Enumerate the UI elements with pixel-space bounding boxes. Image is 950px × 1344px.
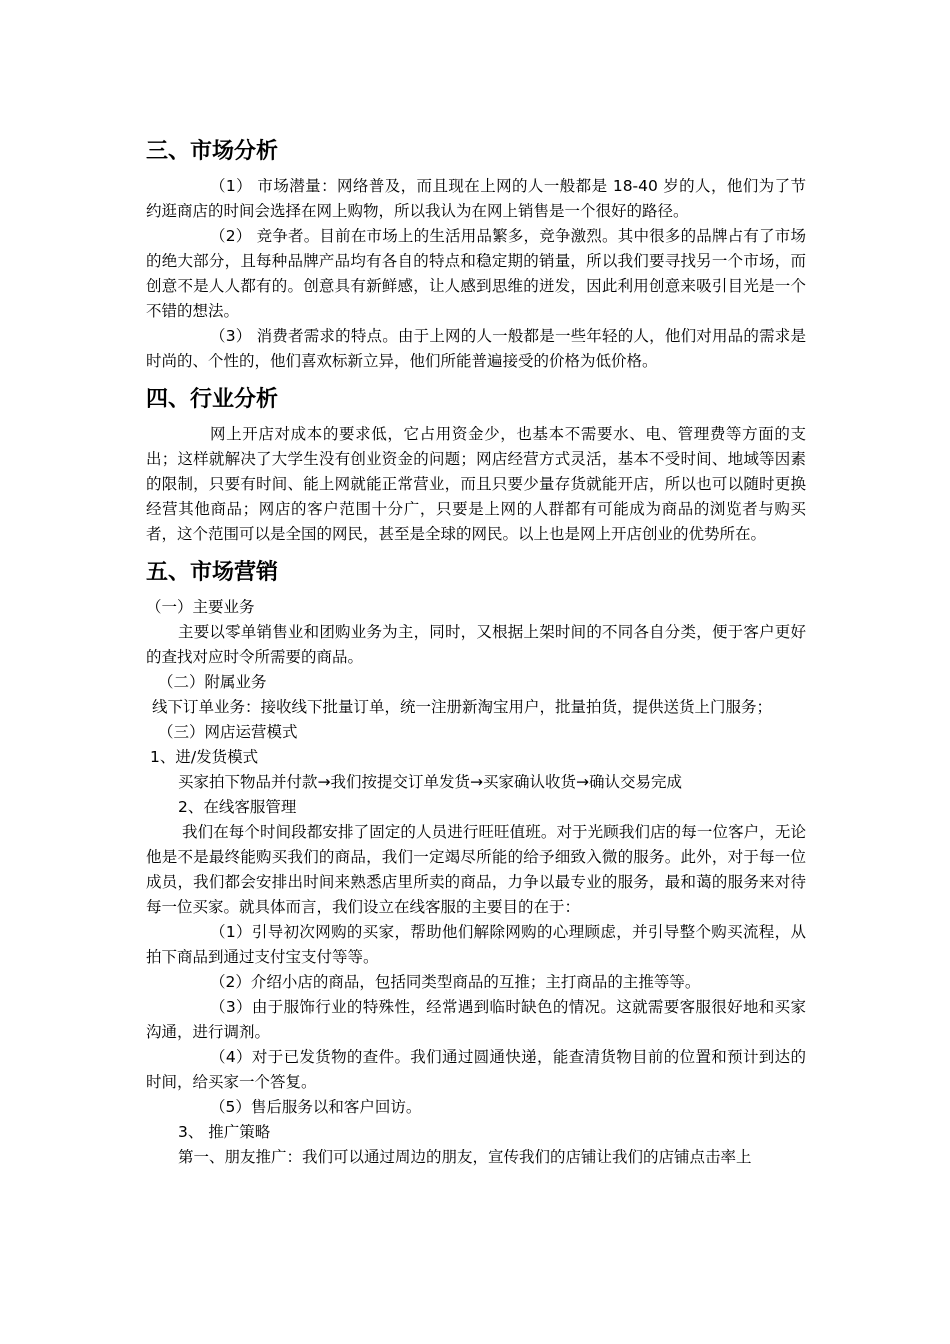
paragraph-market-potential: （1） 市场潜量：网络普及，而且现在上网的人一般都是 18-40 岁的人，他们为了节约逛商店的时间会选择在网上购物，所以我认为在网上销售是一个很好的路径。 (146, 177, 806, 220)
list-item-goal-2: （2）介绍小店的商品，包括同类型商品的互推；主打商品的主推等等。 (210, 973, 701, 991)
paragraph-auxiliary-business: 线下订单业务：接收线下批量订单，统一注册新淘宝用户，批量拍货，提供送货上门服务； (152, 698, 773, 716)
subheading-main-business: （一）主要业务 (146, 598, 255, 616)
paragraph-main-business: 主要以零单销售业和团购业务为主，同时，又根据上架时间的不同各自分类，便于客户更好的查找对应时令所需要的商品。 (146, 623, 806, 666)
item-title-shipping-mode: 1、进/发货模式 (150, 748, 259, 766)
paragraph-shipping-flow: 买家拍下物品并付款→我们按提交订单发货→买家确认收货→确认交易完成 (178, 773, 682, 791)
list-item-goal-1: （1）引导初次网购的买家，帮助他们解除网购的心理顾虑，并引导整个购买流程，从拍下商品到通过支付宝支付等等。 (146, 923, 806, 966)
list-item-goal-5: （5）售后服务以和客户回访。 (210, 1098, 422, 1116)
paragraph-industry: 网上开店对成本的要求低，它占用资金少，也基本不需要水、电、管理费等方面的支出；这样就解决了大学生没有创业资金的问题；网店经营方式灵活，基本不受时间、地域等因素的限制，只要有时间、能上网就能正常营业，而且只要少量存货就能开店，所以也可以随时更换经营其他商品；网店的客户范围十分广，只要是上网的人群都有可能成为商品的浏览者与购买者，这个范围可以是全国的网民，甚至是全球的网民。以上也是网上开店创业的优势所在。 (146, 425, 806, 543)
list-item-goal-4: （4）对于已发货物的查件。我们通过圆通快递，能查清货物目前的位置和预计到达的时间，给买家一个答复。 (146, 1048, 806, 1091)
subheading-auxiliary-business: （二）附属业务 (158, 673, 267, 691)
item-title-promotion: 3、 推广策略 (178, 1123, 271, 1141)
item-title-customer-service: 2、在线客服管理 (178, 798, 297, 816)
paragraph-customer-service: 我们在每个时间段都安排了固定的人员进行旺旺值班。对于光顾我们店的每一位客户，无论他是不是最终能购买我们的商品，我们一定竭尽所能的给予细致入微的服务。此外，对于每一位成员，我们都会安排出时间来熟悉店里所卖的商品，力争以最专业的服务，最和蔼的服务来对待每一位买家。就具体而言，我们设立在线客服的主要目的在于： (146, 823, 806, 916)
paragraph-consumer-demand: （3） 消费者需求的特点。由于上网的人一般都是一些年轻的人，他们对用品的需求是时尚的、个性的，他们喜欢标新立异，他们所能普遍接受的价格为低价格。 (146, 327, 806, 370)
document-content (146, 136, 806, 1170)
list-item-goal-3: （3）由于服饰行业的特殊性，经常遇到临时缺色的情况。这就需要客服很好地和买家沟通，进行调剂。 (146, 998, 806, 1041)
section-heading-market-analysis: 三、市场分析 (146, 139, 279, 164)
subheading-operation-mode: （三）网店运营模式 (158, 723, 298, 741)
section-heading-marketing: 五、市场营销 (146, 560, 279, 585)
paragraph-promotion-friends: 第一、朋友推广：我们可以通过周边的朋友，宣传我们的店铺让我们的店铺点击率上 (178, 1148, 752, 1166)
paragraph-competitors: （2） 竞争者。目前在市场上的生活用品繁多，竞争激烈。其中很多的品牌占有了市场的绝大部分，且每种品牌产品均有各自的特点和稳定期的销量，所以我们要寻找另一个市场，而创意不是人人都有的。创意具有新鲜感，让人感到思维的迸发，因此利用创意来吸引目光是一个不错的想法。 (146, 227, 806, 320)
section-heading-industry-analysis: 四、行业分析 (146, 387, 279, 412)
